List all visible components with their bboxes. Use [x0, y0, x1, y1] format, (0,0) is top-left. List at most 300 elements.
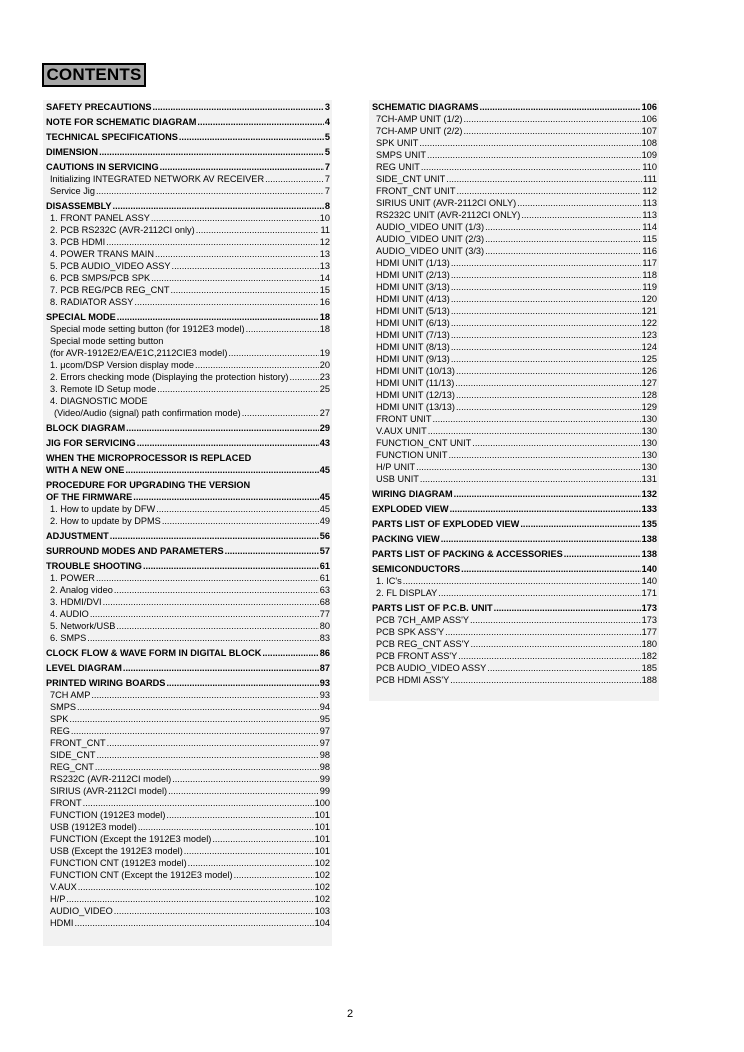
toc-leader-dots: [117, 311, 319, 323]
toc-entry-label: RS232C (AVR-2112CI model): [50, 774, 172, 784]
toc-entry-page: 11: [320, 225, 330, 235]
toc-leader-dots: [96, 749, 318, 761]
toc-entry-label: SIDE_CNT UNIT: [376, 174, 446, 184]
toc-entry: [46, 371, 330, 383]
toc-entry-page: 114: [642, 222, 657, 232]
toc-entry-page: 57: [319, 546, 330, 556]
toc-entry-label: WITH A NEW ONE: [46, 465, 125, 475]
toc-left-list: [43, 100, 332, 929]
toc-entry-page: 125: [641, 354, 657, 364]
toc-entry: [46, 224, 330, 236]
toc-entry-page: 138: [641, 549, 657, 559]
toc-leader-dots: [470, 614, 641, 626]
toc-leader-dots: [403, 575, 641, 587]
toc-entry: [372, 281, 657, 293]
toc-leader-dots: [74, 917, 313, 929]
toc-entry-page: 177: [641, 627, 657, 637]
toc-entry-page: 18: [319, 324, 330, 334]
toc-entry: [372, 563, 657, 575]
toc-leader-dots: [196, 224, 320, 236]
toc-entry: [46, 632, 330, 644]
toc-entry-label: EXPLODED VIEW: [372, 504, 449, 514]
toc-entry: [372, 473, 657, 485]
toc-entry: [372, 377, 657, 389]
toc-leader-dots: [480, 101, 641, 113]
toc-entry: [46, 857, 330, 869]
toc-entry-label: FUNCTION UNIT: [376, 450, 448, 460]
toc-leader-dots: [234, 869, 314, 881]
toc-leader-dots: [485, 233, 641, 245]
toc-entry-label: HDMI UNIT (6/13): [376, 318, 450, 328]
toc-leader-dots: [485, 245, 641, 257]
toc-entry-label: HDMI UNIT (1/13): [376, 258, 450, 268]
toc-entry: [46, 737, 330, 749]
toc-entry-page: 130: [641, 426, 657, 436]
toc-entry-page: 61: [319, 561, 330, 571]
toc-entry-page: 115: [642, 234, 657, 244]
toc-leader-dots: [487, 662, 640, 674]
toc-entry-label: HDMI UNIT (10/13): [376, 366, 455, 376]
toc-leader-dots: [69, 713, 318, 725]
toc-entry-label: Special mode setting button: [50, 336, 164, 346]
toc-entry: [372, 113, 657, 125]
toc-leader-dots: [521, 209, 641, 221]
toc-entry: [46, 905, 330, 917]
toc-entry-page: 140: [641, 576, 657, 586]
toc-entry-label: V.AUX UNIT: [376, 426, 427, 436]
toc-entry: [46, 464, 330, 476]
toc-entry-label: USB (Except the 1912E3 model): [50, 846, 183, 856]
toc-entry-label: TROUBLE SHOOTING: [46, 561, 142, 571]
toc-entry-label: 2. Errors checking mode (Displaying the protection history): [50, 372, 289, 382]
toc-entry-label: 7CH-AMP UNIT (1/2): [376, 114, 463, 124]
toc-leader-dots: [134, 296, 318, 308]
toc-entry-label: 4. DIAGNOSTIC MODE: [50, 396, 148, 406]
toc-entry: [46, 701, 330, 713]
toc-entry-page: 188: [641, 675, 657, 685]
toc-leader-dots: [448, 449, 640, 461]
toc-leader-dots: [137, 437, 319, 449]
toc-entry: [46, 677, 330, 689]
toc-entry-page: 101: [314, 846, 330, 856]
toc-entry-label: SEMICONDUCTORS: [372, 564, 461, 574]
toc-entry-label: SMPS UNIT: [376, 150, 427, 160]
toc-entry-page: 120: [641, 294, 657, 304]
toc-leader-dots: [103, 596, 319, 608]
toc-leader-dots: [458, 650, 640, 662]
toc-entry: [372, 401, 657, 413]
toc-entry: [372, 413, 657, 425]
toc-entry-label: 2. FL DISPLAY: [376, 588, 438, 598]
toc-entry-page: 56: [319, 531, 330, 541]
toc-entry-label: 1. FRONT PANEL ASSY: [50, 213, 150, 223]
toc-entry: [372, 437, 657, 449]
toc-entry-page: 119: [642, 282, 657, 292]
toc-entry: [46, 725, 330, 737]
toc-entry-label: SIRIUS UNIT (AVR-2112CI ONLY): [376, 198, 517, 208]
toc-entry: [46, 116, 330, 128]
toc-entry: [372, 674, 657, 686]
toc-leader-dots: [445, 626, 641, 638]
toc-entry-label: HDMI UNIT (13/13): [376, 402, 455, 412]
toc-entry: [46, 173, 330, 185]
toc-entry: [46, 131, 330, 143]
toc-entry-page: 45: [319, 465, 330, 475]
toc-entry-page: 106: [641, 114, 657, 124]
toc-entry-page: 107: [641, 126, 657, 136]
toc-leader-dots: [96, 572, 319, 584]
toc-entry-page: 173: [641, 603, 657, 613]
toc-entry: [372, 329, 657, 341]
toc-entry: [46, 200, 330, 212]
toc-leader-dots: [446, 173, 642, 185]
toc-entry-page: 94: [319, 702, 330, 712]
toc-entry-page: 95: [319, 714, 330, 724]
toc-leader-dots: [471, 638, 641, 650]
toc-entry-page: 45: [319, 504, 330, 514]
toc-entry-label: PARTS LIST OF PACKING & ACCESSORIES: [372, 549, 563, 559]
toc-entry-label: HDMI UNIT (8/13): [376, 342, 450, 352]
toc-entry-label: 6. PCB SMPS/PCB SPK: [50, 273, 151, 283]
toc-entry-label: NOTE FOR SCHEMATIC DIAGRAM: [46, 117, 197, 127]
toc-entry-page: 122: [641, 318, 657, 328]
toc-entry-page: 68: [319, 597, 330, 607]
toc-entry-label: PCB 7CH_AMP ASS'Y: [376, 615, 469, 625]
toc-leader-dots: [184, 845, 314, 857]
toc-leader-dots: [451, 341, 641, 353]
toc-leader-dots: [114, 584, 319, 596]
toc-leader-dots: [166, 677, 318, 689]
toc-leader-dots: [451, 293, 641, 305]
toc-entry-label: 7CH-AMP UNIT (2/2): [376, 126, 463, 136]
toc-entry-page: 113: [642, 198, 657, 208]
toc-entry-label: H/P UNIT: [376, 462, 416, 472]
toc-entry-page: 19: [319, 348, 330, 358]
toc-entry-label: SPK: [50, 714, 69, 724]
toc-leader-dots: [451, 269, 641, 281]
toc-entry: [46, 809, 330, 821]
toc-leader-dots: [188, 857, 314, 869]
toc-entry: [372, 548, 657, 560]
toc-entry: [46, 881, 330, 893]
toc-entry-label: USB UNIT: [376, 474, 419, 484]
toc-entry-label: SIRIUS (AVR-2112CI model): [50, 786, 168, 796]
toc-entry: [46, 797, 330, 809]
toc-entry-page: 3: [324, 102, 330, 112]
toc-entry-page: 138: [641, 534, 657, 544]
toc-leader-dots: [450, 503, 641, 515]
toc-entry-label: 3. HDMI/DVI: [50, 597, 102, 607]
toc-leader-dots: [99, 146, 324, 158]
toc-entry: [46, 212, 330, 224]
toc-entry: [46, 236, 330, 248]
toc-right-column: [369, 100, 659, 701]
toc-entry-label: PARTS LIST OF P.C.B. UNIT: [372, 603, 493, 613]
toc-leader-dots: [451, 305, 641, 317]
toc-leader-dots: [133, 491, 319, 503]
toc-entry: [372, 638, 657, 650]
toc-entry-page: 8: [324, 201, 330, 211]
toc-entry-label: 5. Network/USB: [50, 621, 116, 631]
toc-leader-dots: [421, 161, 641, 173]
toc-entry-label: FUNCTION_CNT UNIT: [376, 438, 472, 448]
toc-entry: [46, 596, 330, 608]
toc-entry-label: WIRING DIAGRAM: [372, 489, 453, 499]
toc-entry: [46, 452, 330, 464]
toc-entry-label: HDMI UNIT (4/13): [376, 294, 450, 304]
toc-entry-page: 98: [319, 750, 330, 760]
toc-entry-page: 100: [314, 798, 330, 808]
toc-entry-page: 102: [314, 894, 330, 904]
toc-entry: [46, 785, 330, 797]
toc-entry-label: SPECIAL MODE: [46, 312, 116, 322]
toc-left-column: [43, 100, 332, 946]
toc-entry: [372, 389, 657, 401]
toc-leader-dots: [246, 323, 319, 335]
page-number: 2: [346, 1008, 354, 1020]
toc-entry: [46, 893, 330, 905]
toc-entry-label: HDMI UNIT (3/13): [376, 282, 450, 292]
toc-entry: [46, 260, 330, 272]
toc-entry-page: 102: [314, 882, 330, 892]
toc-leader-dots: [455, 377, 640, 389]
toc-entry-page: 130: [641, 462, 657, 472]
toc-leader-dots: [454, 488, 641, 500]
toc-entry-page: 104: [314, 918, 330, 928]
toc-leader-dots: [427, 149, 641, 161]
toc-entry-label: FRONT_CNT: [50, 738, 106, 748]
toc-entry-page: 29: [319, 423, 330, 433]
toc-entry: [46, 437, 330, 449]
toc-leader-dots: [520, 518, 640, 530]
toc-entry: [46, 545, 330, 557]
toc-entry-page: 13: [319, 249, 330, 259]
toc-entry-label: H/P: [50, 894, 66, 904]
toc-entry: [372, 365, 657, 377]
toc-entry: [46, 503, 330, 515]
toc-entry-page: 20: [319, 360, 330, 370]
toc-entry-label: SCHEMATIC DIAGRAMS: [372, 102, 479, 112]
toc-entry: [372, 269, 657, 281]
toc-entry-page: 127: [641, 378, 657, 388]
toc-entry-page: 86: [319, 648, 330, 658]
toc-entry-page: 23: [319, 372, 330, 382]
toc-entry: [372, 317, 657, 329]
toc-entry-label: 4. POWER TRANS MAIN: [50, 249, 154, 259]
toc-leader-dots: [155, 248, 319, 260]
toc-entry-page: 140: [641, 564, 657, 574]
toc-entry: [46, 749, 330, 761]
toc-leader-dots: [420, 473, 641, 485]
toc-entry: [372, 149, 657, 161]
toc-leader-dots: [106, 236, 319, 248]
toc-leader-dots: [157, 383, 319, 395]
toc-entry-page: 126: [641, 366, 657, 376]
toc-entry: [46, 272, 330, 284]
toc-entry: [372, 185, 657, 197]
toc-entry-label: 1. μcom/DSP Version display mode: [50, 360, 195, 370]
toc-leader-dots: [517, 197, 641, 209]
toc-leader-dots: [143, 560, 319, 572]
toc-entry-label: REG UNIT: [376, 162, 420, 172]
toc-leader-dots: [172, 260, 319, 272]
toc-entry-page: 97: [319, 726, 330, 736]
toc-entry-page: 130: [641, 414, 657, 424]
toc-entry-page: 118: [642, 270, 657, 280]
toc-leader-dots: [494, 602, 641, 614]
toc-entry-page: 5: [324, 132, 330, 142]
toc-entry-page: 102: [314, 858, 330, 868]
toc-leader-dots: [172, 773, 319, 785]
toc-entry-label: 2. How to update by DPMS: [50, 516, 161, 526]
toc-entry-page: 110: [642, 162, 657, 172]
toc-entry-page: 129: [641, 402, 657, 412]
toc-entry: [372, 650, 657, 662]
toc-entry-label: PCB HDMI ASS'Y: [376, 675, 450, 685]
toc-leader-dots: [195, 359, 319, 371]
toc-entry-page: 101: [314, 822, 330, 832]
toc-entry-page: 130: [641, 438, 657, 448]
toc-leader-dots: [160, 161, 324, 173]
toc-entry: [46, 284, 330, 296]
toc-entry: [46, 917, 330, 929]
toc-entry: [46, 620, 330, 632]
toc-entry: [46, 845, 330, 857]
toc-entry-page: 27: [319, 408, 330, 418]
toc-entry: [372, 305, 657, 317]
toc-entry-label: V.AUX: [50, 882, 77, 892]
toc-entry-label: RS232C UNIT (AVR-2112CI ONLY): [376, 210, 521, 220]
toc-entry-label: 8. RADIATOR ASSY: [50, 297, 134, 307]
toc-entry-page: 173: [641, 615, 657, 625]
toc-leader-dots: [113, 200, 324, 212]
toc-entry: [372, 626, 657, 638]
toc-entry: [372, 257, 657, 269]
toc-entry-page: 102: [314, 870, 330, 880]
toc-entry-page: 5: [324, 147, 330, 157]
toc-entry-page: 7: [324, 174, 330, 184]
toc-entry-label: PRINTED WIRING BOARDS: [46, 678, 166, 688]
toc-entry-label: 3. PCB HDMI: [50, 237, 106, 247]
toc-entry-page: 49: [319, 516, 330, 526]
toc-entry-page: 13: [319, 261, 330, 271]
toc-entry-label: HDMI UNIT (5/13): [376, 306, 450, 316]
toc-leader-dots: [242, 407, 319, 419]
toc-entry: [372, 209, 657, 221]
toc-entry-label: FRONT_CNT UNIT: [376, 186, 456, 196]
toc-leader-dots: [428, 425, 641, 437]
toc-entry: [372, 662, 657, 674]
toc-leader-dots: [156, 503, 319, 515]
toc-entry: [372, 221, 657, 233]
toc-entry: [372, 137, 657, 149]
toc-leader-dots: [451, 353, 641, 365]
toc-entry: [372, 125, 657, 137]
toc-entry-label: HDMI UNIT (7/13): [376, 330, 450, 340]
toc-leader-dots: [168, 785, 319, 797]
toc-entry-label: FUNCTION CNT (1912E3 model): [50, 858, 187, 868]
toc-entry: [372, 101, 657, 113]
toc-entry: [46, 383, 330, 395]
toc-entry-label: HDMI UNIT (12/13): [376, 390, 455, 400]
toc-entry: [46, 713, 330, 725]
toc-entry-label: (Video/Audio (signal) path confirmation mode): [54, 408, 241, 418]
toc-entry-label: 3. Remote ID Setup mode: [50, 384, 157, 394]
toc-leader-dots: [96, 185, 324, 197]
toc-entry-label: USB (1912E3 model): [50, 822, 137, 832]
toc-entry: [46, 773, 330, 785]
toc-entry-label: 1. How to update by DFW: [50, 504, 156, 514]
toc-entry: [46, 662, 330, 674]
toc-entry-page: 4: [324, 117, 330, 127]
toc-entry: [46, 833, 330, 845]
toc-right-list: [369, 100, 659, 686]
toc-leader-dots: [456, 185, 641, 197]
toc-entry-label: 7CH AMP: [50, 690, 91, 700]
toc-leader-dots: [110, 530, 319, 542]
toc-leader-dots: [450, 674, 640, 686]
toc-entry-label: FUNCTION (Except the 1912E3 model): [50, 834, 212, 844]
toc-entry-label: (for AVR-1912E2/EA/E1C,2112CIE3 model): [50, 348, 228, 358]
toc-entry-page: 182: [641, 651, 657, 661]
toc-entry-page: 132: [641, 489, 657, 499]
toc-entry-page: 133: [641, 504, 657, 514]
toc-entry: [372, 488, 657, 500]
toc-entry-label: 7. PCB REG/PCB REG_CNT: [50, 285, 170, 295]
toc-entry-label: BLOCK DIAGRAM: [46, 423, 126, 433]
toc-entry-label: PARTS LIST OF EXPLODED VIEW: [372, 519, 520, 529]
toc-leader-dots: [83, 797, 314, 809]
toc-entry: [46, 761, 330, 773]
toc-leader-dots: [153, 101, 324, 113]
toc-entry-page: 111: [643, 174, 657, 184]
toc-leader-dots: [90, 608, 319, 620]
toc-entry-label: FRONT: [50, 798, 82, 808]
toc-leader-dots: [265, 173, 324, 185]
toc-entry-page: 99: [319, 786, 330, 796]
toc-entry: [46, 323, 330, 335]
toc-leader-dots: [197, 116, 323, 128]
toc-entry: [372, 173, 657, 185]
toc-entry: [46, 248, 330, 260]
toc-entry-label: PACKING VIEW: [372, 534, 440, 544]
toc-entry: [46, 515, 330, 527]
toc-entry-page: 117: [642, 258, 657, 268]
toc-entry-label: DISASSEMBLY: [46, 201, 112, 211]
toc-entry-label: AUDIO_VIDEO UNIT (2/3): [376, 234, 485, 244]
toc-leader-dots: [419, 137, 640, 149]
toc-entry-label: CAUTIONS IN SERVICING: [46, 162, 159, 172]
toc-entry: [372, 341, 657, 353]
toc-leader-dots: [162, 515, 319, 527]
toc-entry: [372, 614, 657, 626]
toc-entry-page: 109: [641, 150, 657, 160]
toc-entry-label: FUNCTION (1912E3 model): [50, 810, 166, 820]
toc-entry-label: REG_CNT: [50, 762, 94, 772]
toc-entry: [46, 407, 330, 419]
toc-entry: [372, 245, 657, 257]
toc-leader-dots: [116, 620, 318, 632]
toc-entry: [372, 518, 657, 530]
toc-entry-page: 97: [319, 738, 330, 748]
toc-entry: [372, 461, 657, 473]
toc-leader-dots: [77, 701, 319, 713]
toc-entry: [46, 185, 330, 197]
toc-entry-page: 7: [324, 186, 330, 196]
toc-entry-label: PCB SPK ASS'Y: [376, 627, 445, 637]
toc-entry-label: 1. POWER: [50, 573, 95, 583]
toc-leader-dots: [87, 632, 319, 644]
